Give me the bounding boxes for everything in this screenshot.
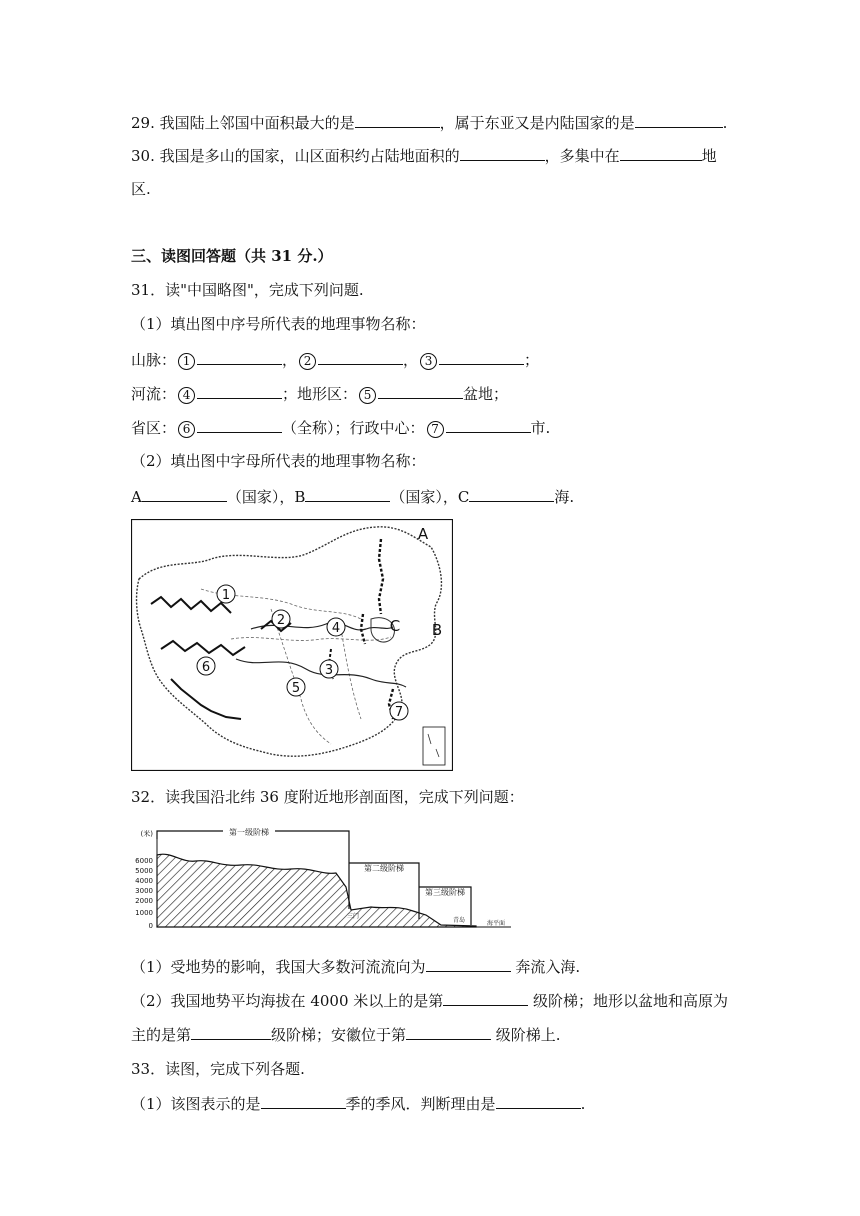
question-33-title: 33．读图，完成下列各题. xyxy=(131,1060,305,1078)
q32-part2: （2）我国地势平均海拔在 4000 米以上的是第 级阶梯；地形以盆地和高原为 xyxy=(131,992,729,1010)
low-label-2: 青岛 xyxy=(452,917,466,924)
china-map xyxy=(131,519,453,771)
answer-blank[interactable] xyxy=(197,349,282,365)
answer-blank[interactable] xyxy=(460,145,545,161)
answer-blank[interactable] xyxy=(469,486,554,502)
question-31-title: 31．读"中国略图"，完成下列问题. xyxy=(131,281,364,299)
section-heading: 三、读图回答题（共 31 分.） xyxy=(131,247,333,265)
step1-label: 第一级阶梯 xyxy=(229,828,269,837)
map-label-3: 3 xyxy=(324,663,334,678)
answer-blank[interactable] xyxy=(635,112,723,128)
q31-province-line: 省区： 6 （全称）；行政中心： 7 市. xyxy=(131,419,551,437)
answer-blank[interactable] xyxy=(142,486,227,502)
map-label-4: 4 xyxy=(331,621,341,636)
q31-mountains-line: 山脉： 1 ， 2 ， 3 ； xyxy=(131,351,540,369)
q31-letters-line: A （国家），B （国家），C 海. xyxy=(131,488,575,506)
number-circle: 6 xyxy=(178,421,195,438)
terrain-profile xyxy=(131,825,521,937)
map-label-5: 5 xyxy=(291,681,301,696)
number-circle: 5 xyxy=(359,387,376,404)
map-letter-C: C xyxy=(389,617,401,635)
number-circle: 4 xyxy=(178,387,195,404)
map-label-6: 6 xyxy=(201,660,211,675)
number-circle: 7 xyxy=(427,421,444,438)
number-circle: 3 xyxy=(420,353,437,370)
profile-unit: (米) xyxy=(140,830,153,838)
step2-label: 第二级阶梯 xyxy=(364,864,404,873)
question-30: 30. 我国是多山的国家，山区面积约占陆地面积的 ，多集中在 地 xyxy=(131,147,717,165)
answer-blank[interactable] xyxy=(378,383,463,399)
y-tick: 5000 xyxy=(135,867,153,875)
y-tick: 3000 xyxy=(135,887,153,895)
answer-blank[interactable] xyxy=(355,112,440,128)
question-31-part1: （1）填出图中序号所代表的地理事物名称： xyxy=(131,315,426,333)
map-letter-B: B xyxy=(431,621,443,639)
map-label-2: 2 xyxy=(276,613,286,628)
question-30-cont: 区. xyxy=(131,180,151,198)
y-tick: 0 xyxy=(148,922,153,930)
answer-blank[interactable] xyxy=(620,145,702,161)
terrain-profile-figure xyxy=(131,825,521,941)
q32-part1: （1）受地势的影响，我国大多数河流流向为 奔流入海. xyxy=(131,958,581,976)
answer-blank[interactable] xyxy=(406,1024,491,1040)
number-circle: 1 xyxy=(178,353,195,370)
question-29: 29. 我国陆上邻国中面积最大的是 ，属于东亚又是内陆国家的是 . xyxy=(131,114,728,132)
y-tick: 1000 xyxy=(135,909,153,917)
answer-blank[interactable] xyxy=(261,1093,346,1109)
step3-label: 第三级阶梯 xyxy=(425,888,465,897)
china-map-figure xyxy=(131,519,453,775)
y-tick: 6000 xyxy=(135,857,153,865)
answer-blank[interactable] xyxy=(191,1024,271,1040)
low-label-1: 三门 xyxy=(346,913,360,920)
q31-rivers-line: 河流： 4 ；地形区： 5 盆地； xyxy=(131,385,509,403)
answer-blank[interactable] xyxy=(439,349,524,365)
y-tick: 4000 xyxy=(135,877,153,885)
answer-blank[interactable] xyxy=(446,417,531,433)
answer-blank[interactable] xyxy=(496,1093,581,1109)
question-31-part2: （2）填出图中字母所代表的地理事物名称： xyxy=(131,452,426,470)
answer-blank[interactable] xyxy=(197,417,282,433)
answer-blank[interactable] xyxy=(305,486,390,502)
y-tick: 2000 xyxy=(135,897,153,905)
map-letter-A: A xyxy=(417,525,429,543)
answer-blank[interactable] xyxy=(197,383,282,399)
answer-blank[interactable] xyxy=(443,990,528,1006)
answer-blank[interactable] xyxy=(426,956,511,972)
question-32-title: 32．读我国沿北纬 36 度附近地形剖面图，完成下列问题： xyxy=(131,788,524,806)
q33-part1: （1）该图表示的是 季的季风．判断理由是 . xyxy=(131,1095,586,1113)
map-label-7: 7 xyxy=(394,705,404,720)
number-circle: 2 xyxy=(299,353,316,370)
answer-blank[interactable] xyxy=(318,349,403,365)
sea-level-label: 海平面 xyxy=(486,920,506,927)
q32-part2-cont: 主的是第 级阶梯；安徽位于第 级阶梯上. xyxy=(131,1026,561,1044)
map-label-1: 1 xyxy=(221,588,231,603)
